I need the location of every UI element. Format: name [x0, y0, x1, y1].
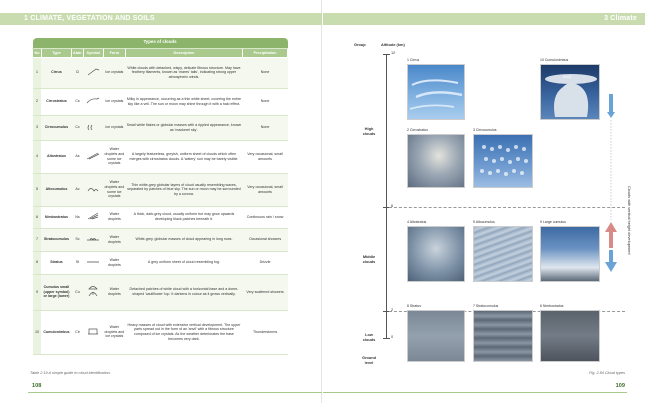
table-title: Types of clouds	[33, 38, 288, 48]
chapter-title: 3 Climate	[604, 15, 637, 22]
cumulonimbus-photo	[540, 64, 600, 120]
cirrus-symbol-icon	[83, 57, 103, 88]
cell-precipitation: None	[243, 88, 288, 115]
altocumulus-photo	[473, 226, 533, 282]
chapter-title: 1 CLIMATE, VEGETATION AND SOILS	[24, 15, 155, 22]
cirrocumulus-photo	[473, 134, 533, 188]
cell-abbr: Ns	[71, 206, 83, 228]
cell-description: A largely featureless, greyish, uniform sheet of clouds which often merges with cirrostratus clouds. A 'watery' sun may be barely visible.	[125, 140, 242, 173]
table-row	[33, 274, 288, 310]
photo-label: 7 Stratocumulus	[473, 304, 499, 308]
cell-precipitation: None	[243, 57, 288, 88]
cirrostratus-symbol-icon	[83, 88, 103, 115]
group-ground-level: Ground level	[361, 355, 377, 365]
cell-precipitation: Very occasional, small amounts	[243, 173, 288, 206]
cell-abbr: Ac	[71, 173, 83, 206]
cell-form: Ice crystals	[103, 115, 125, 140]
altocumulus-symbol-icon	[83, 173, 103, 206]
photo-label: 5 Altocumulus	[473, 220, 495, 224]
stratocumulus-symbol-icon	[83, 228, 103, 251]
cell-description: White-grey, globular masses of cloud appearing in long rows.	[125, 228, 242, 251]
left-page	[0, 0, 322, 403]
cell-description: Small white flakes or globular masses with a rippled appearance, known as 'mackerel sky'.	[125, 115, 242, 140]
header-abbr: Abbr	[71, 48, 83, 57]
group-low-clouds: Low clouds	[362, 332, 376, 342]
header-form: Form	[103, 48, 125, 57]
altitude-label: Altitude (km)	[381, 42, 405, 47]
cell-description: Milky in appearance, occurring as a thin white sheet, covering the entire sky like a veil. The sun or moon may shine through it with a halo effect.	[125, 88, 242, 115]
cell-form: Water droplets	[103, 228, 125, 251]
photo-label: 6 Nimbostratus	[540, 304, 564, 308]
altostratus-symbol-icon	[83, 140, 103, 173]
footer-rule	[28, 392, 322, 393]
cell-abbr: St	[71, 251, 83, 274]
header-precipitation: Precipitation	[243, 48, 288, 57]
table-row	[33, 310, 288, 354]
cell-abbr: Cs	[71, 88, 83, 115]
cell-type: Cumulonimbus	[41, 310, 71, 354]
cell-type: Nimbostratus	[41, 206, 71, 228]
tick-label: 2	[391, 307, 394, 312]
cell-precipitation: Continuous rain / snow	[243, 206, 288, 228]
photo-label: 8 Stratus	[407, 304, 422, 308]
group-middle-clouds: Middle clouds	[362, 254, 376, 264]
altitude-axis	[386, 54, 387, 338]
photo-label: 2 Cirrostratus	[407, 128, 429, 132]
cell-description: Detached patches of white cloud with a horizontal base and a dome-shaped 'cauliflower' top. It darkens in colour as it grows vertically.	[125, 274, 242, 310]
page-number: 108	[32, 383, 42, 389]
cell-abbr: Ci	[71, 57, 83, 88]
cell-precipitation: Occasional showers	[243, 228, 288, 251]
cloud-types-table	[32, 38, 288, 355]
cell-type: Altostratus	[41, 140, 71, 173]
table-caption: Table 2.19 A simple guide to cloud identification.	[30, 371, 111, 375]
vertical-development-label: Clouds with vertical height development	[627, 185, 632, 255]
photo-label: 4 Altostratus	[407, 220, 427, 224]
cell-form: Water droplets and ice crystals	[103, 310, 125, 354]
cell-type: Cirrus	[41, 57, 71, 88]
table-row	[33, 140, 288, 173]
header-type: Type	[41, 48, 71, 57]
cell-abbr: Cc	[71, 115, 83, 140]
cell-precipitation: Thunderstorms	[243, 310, 288, 354]
altostratus-photo	[407, 226, 465, 282]
cell-precipitation: Drizzle	[243, 251, 288, 274]
cumulus-symbol-icon	[83, 274, 103, 310]
nimbostratus-photo	[540, 310, 600, 362]
right-page	[323, 0, 645, 403]
table-header-row	[33, 48, 288, 57]
chapter-header-bar	[323, 13, 645, 25]
cell-form: Water droplets and some ice crystals	[103, 173, 125, 206]
nimbostratus-symbol-icon	[83, 206, 103, 228]
cell-description: White clouds with detached, wispy, delicate fibrous structure. May have feathery filaments, known as 'mares' tails', indicating strong upper atmospheric winds.	[125, 57, 242, 88]
tick-label: 0	[391, 334, 394, 339]
cell-type: Cirrocumulus	[41, 115, 71, 140]
photo-label: 1 Cirrus	[407, 58, 420, 62]
header-no: No	[33, 48, 42, 57]
group-label: Group	[354, 42, 366, 47]
vertical-development-arrows-icon	[601, 60, 621, 360]
anvil-label: Anvil	[563, 75, 571, 79]
cell-no: 4	[33, 140, 42, 173]
photo-label: 3 Cirrocumulus	[473, 128, 497, 132]
stratus-symbol-icon	[83, 251, 103, 274]
cirrocumulus-symbol-icon	[83, 115, 103, 140]
cell-precipitation: None	[243, 115, 288, 140]
cell-no: 6	[33, 206, 42, 228]
cell-form: Water droplets	[103, 206, 125, 228]
photo-label: 9 Large cumulus	[540, 220, 566, 224]
table-row	[33, 206, 288, 228]
cell-abbr: Cb	[71, 310, 83, 354]
cirrostratus-photo	[407, 134, 465, 188]
altitude-guide-line	[389, 207, 625, 208]
stratocumulus-photo	[473, 310, 533, 362]
cell-type: Cirrostratus	[41, 88, 71, 115]
cell-no: 9	[33, 274, 42, 310]
cell-abbr: Sc	[71, 228, 83, 251]
stratus-photo	[407, 310, 465, 362]
cell-no: 3	[33, 115, 42, 140]
header-symbol: Symbol	[83, 48, 103, 57]
group-high-clouds: High clouds	[362, 126, 376, 136]
cell-description: A grey uniform sheet of cloud resembling fog.	[125, 251, 242, 274]
cell-form: Water droplets	[103, 274, 125, 310]
page-number: 109	[615, 383, 625, 389]
chapter-header-bar	[0, 13, 322, 25]
cell-description: A thick, dark-grey cloud, usually uniform but may grow upwards developing black patches beneath it.	[125, 206, 242, 228]
cell-type: Stratus	[41, 251, 71, 274]
cell-no: 7	[33, 228, 42, 251]
cell-type: Stratocumulus	[41, 228, 71, 251]
cell-type: Altocumulus	[41, 173, 71, 206]
header-description: Description	[125, 48, 242, 57]
cell-abbr: As	[71, 140, 83, 173]
cirrus-photo	[407, 64, 465, 120]
table-row	[33, 251, 288, 274]
figure-caption: Fig. 2.84 Cloud types	[589, 371, 625, 375]
cell-abbr: Cu	[71, 274, 83, 310]
table-row	[33, 88, 288, 115]
axis-tick	[383, 54, 390, 55]
cell-form: Ice crystals	[103, 88, 125, 115]
cell-description: Thin white-grey globular layers of cloud usually resembling waves, separated by patches of blue sky. The sun or moon may be surrounded by a corona.	[125, 173, 242, 206]
cell-no: 5	[33, 173, 42, 206]
cell-no: 1	[33, 57, 42, 88]
cell-type: Cumulus small (upper symbol) or large (lower)	[41, 274, 71, 310]
large-cumulus-photo	[540, 226, 600, 282]
tick-label: 6	[391, 203, 394, 208]
photo-label: 10 Cumulonimbus	[540, 58, 569, 62]
cell-form: Water droplets	[103, 251, 125, 274]
cell-no: 10	[33, 310, 42, 354]
table-row	[33, 173, 288, 206]
cell-precipitation: Very occasional, small amounts	[243, 140, 288, 173]
cell-form: Water droplets and some ice crystals	[103, 140, 125, 173]
cell-description: Heavy masses of cloud with extensive vertical development. The upper parts spread out in the form of an 'anvil' with a fibrous structure composed of ice crystals. As the weather deteriorates the base becomes very dark.	[125, 310, 242, 354]
axis-tick	[383, 338, 390, 339]
cell-precipitation: Very scattered showers	[243, 274, 288, 310]
table-row	[33, 115, 288, 140]
tick-label: 12	[391, 50, 396, 55]
cumulonimbus-symbol-icon	[83, 310, 103, 354]
footer-rule	[323, 392, 627, 393]
table-row	[33, 57, 288, 88]
cell-no: 8	[33, 251, 42, 274]
cell-no: 2	[33, 88, 42, 115]
table-row	[33, 228, 288, 251]
cell-form: Ice crystals	[103, 57, 125, 88]
